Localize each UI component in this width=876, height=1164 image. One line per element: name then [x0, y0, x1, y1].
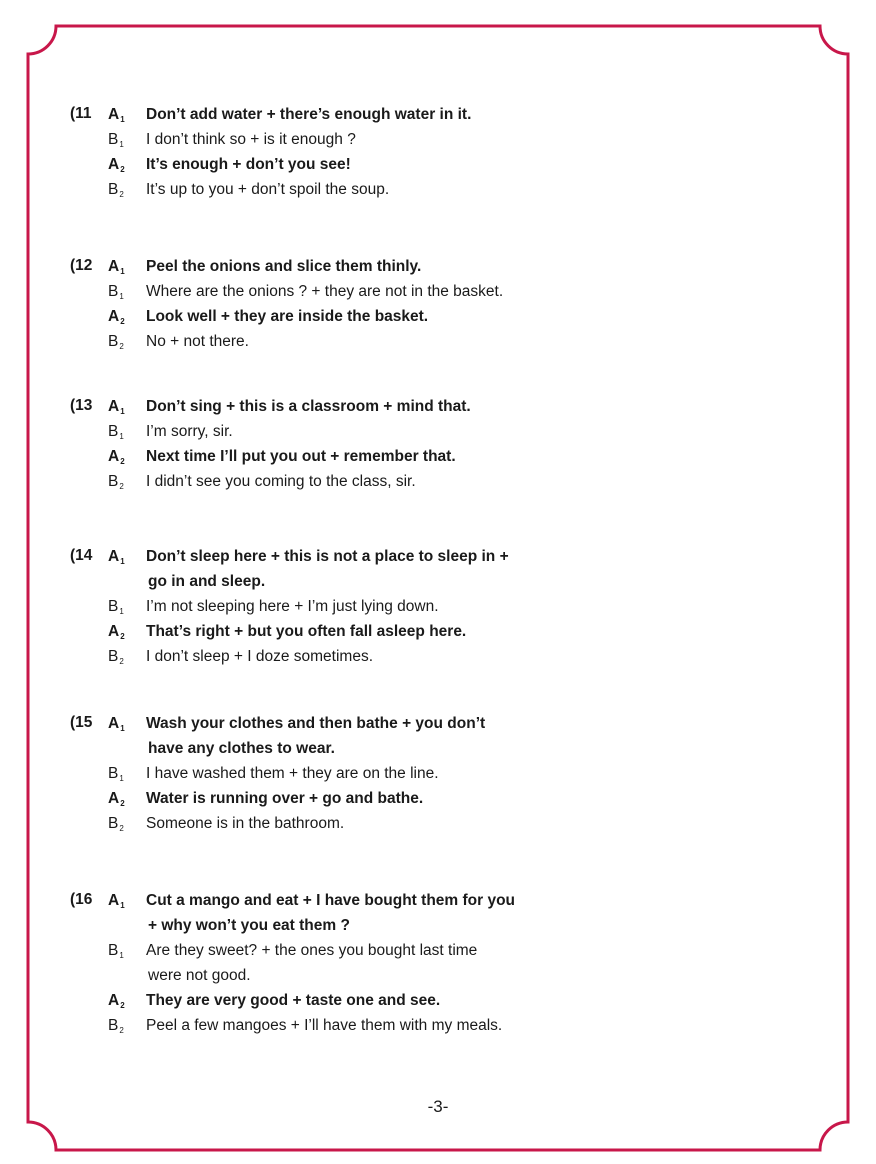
speaker-label [108, 547, 125, 572]
speaker-letter: A [108, 623, 120, 640]
speaker-letter: B [108, 333, 119, 350]
speaker-letter: B [108, 765, 119, 782]
line-text: go in and sleep. [148, 573, 266, 590]
speaker-label [108, 991, 125, 1016]
speaker-label [108, 130, 124, 155]
dialogue-line [0, 180, 700, 205]
line-text: I’m sorry, sir. [146, 423, 233, 440]
page-number: -3- [427, 1097, 449, 1116]
speaker-label [108, 891, 125, 916]
speaker-label [108, 282, 124, 307]
speaker-letter: B [108, 283, 119, 300]
speaker-letter: A [108, 715, 120, 732]
speaker-turn: 2 [120, 165, 125, 174]
dialogue-line [0, 257, 700, 282]
speaker-label [108, 1016, 124, 1041]
line-text: Cut a mango and eat + I have bought them for you [146, 892, 516, 909]
dialogue-line [0, 597, 700, 622]
dialogue-line [0, 130, 700, 155]
speaker-letter: A [108, 258, 120, 275]
dialogue-line-continuation [0, 739, 700, 764]
line-text: Wash your clothes and then bathe + you don’t [146, 715, 486, 732]
speaker-letter: B [108, 473, 119, 490]
dialogue-line [0, 941, 700, 966]
dialogue-line [0, 422, 700, 447]
speaker-label [108, 941, 124, 966]
speaker-turn: 1 [119, 432, 124, 441]
line-text: Peel a few mangoes + I’ll have them with my meals. [146, 1017, 503, 1034]
line-text: Water is running over + go and bathe. [146, 790, 424, 807]
dialogue-line [0, 622, 700, 647]
speaker-label [108, 422, 124, 447]
speaker-label [108, 257, 125, 282]
line-text: It’s enough + don’t you see! [146, 156, 351, 173]
line-text: I don’t sleep + I doze sometimes. [146, 648, 374, 665]
speaker-label [108, 105, 125, 130]
speaker-turn: 1 [119, 292, 124, 301]
speaker-label [108, 447, 125, 472]
speaker-label [108, 714, 125, 739]
speaker-label [108, 789, 125, 814]
speaker-turn: 2 [120, 317, 125, 326]
dialogue-item [0, 105, 700, 205]
speaker-letter: B [108, 423, 119, 440]
speaker-letter: A [108, 398, 120, 415]
speaker-turn: 1 [120, 557, 125, 566]
speaker-label [108, 397, 125, 422]
line-text: Don’t sing + this is a classroom + mind that. [146, 398, 471, 415]
dialogue-line [0, 714, 700, 739]
line-text: Next time I’ll put you out + remember that. [146, 448, 456, 465]
item-number: (12 [70, 257, 93, 274]
speaker-turn: 1 [120, 407, 125, 416]
line-text: were not good. [148, 967, 251, 984]
speaker-turn: 1 [119, 774, 124, 783]
speaker-turn: 2 [119, 482, 124, 491]
line-text: + why won’t you eat them ? [148, 917, 350, 934]
speaker-letter: B [108, 815, 119, 832]
dialogue-line [0, 332, 700, 357]
speaker-turn: 2 [120, 799, 125, 808]
dialogue-item [0, 397, 700, 497]
line-text: Look well + they are inside the basket. [146, 308, 429, 325]
dialogue-line-continuation [0, 916, 700, 941]
speaker-label [108, 180, 124, 205]
item-number: (13 [70, 397, 93, 414]
item-number: (16 [70, 891, 93, 908]
speaker-label [108, 472, 124, 497]
dialogue-line-continuation [0, 966, 700, 991]
speaker-letter: A [108, 992, 120, 1009]
line-text: Don’t add water + there’s enough water in it. [146, 106, 472, 123]
speaker-turn: 1 [120, 115, 125, 124]
dialogue-item [0, 891, 700, 1041]
speaker-turn: 2 [119, 190, 124, 199]
dialogue-line [0, 891, 700, 916]
speaker-label [108, 764, 124, 789]
speaker-turn: 2 [119, 657, 124, 666]
speaker-letter: A [108, 892, 120, 909]
line-text: I don’t think so + is it enough ? [146, 131, 356, 148]
line-text: I’m not sleeping here + I’m just lying down. [146, 598, 439, 615]
speaker-turn: 2 [119, 1026, 124, 1035]
dialogue-line [0, 397, 700, 422]
speaker-turn: 2 [119, 342, 124, 351]
dialogue-line [0, 155, 700, 180]
dialogue-line [0, 764, 700, 789]
line-text: It’s up to you + don’t spoil the soup. [146, 181, 390, 198]
dialogue-line [0, 1016, 700, 1041]
dialogue-line [0, 789, 700, 814]
dialogue-line [0, 307, 700, 332]
line-text: have any clothes to wear. [148, 740, 335, 757]
speaker-label [108, 647, 124, 672]
speaker-letter: B [108, 942, 119, 959]
line-text: Are they sweet? + the ones you bought last time [146, 942, 478, 959]
speaker-turn: 1 [120, 901, 125, 910]
line-text: I didn’t see you coming to the class, sir. [146, 473, 416, 490]
speaker-letter: A [108, 448, 120, 465]
dialogue-line [0, 814, 700, 839]
item-number: (14 [70, 547, 93, 564]
speaker-label [108, 814, 124, 839]
dialogue-item [0, 257, 700, 357]
line-text: Don’t sleep here + this is not a place to sleep in + [146, 548, 509, 565]
dialogue-line-continuation [0, 572, 700, 597]
speaker-letter: A [108, 156, 120, 173]
dialogue-item [0, 547, 700, 672]
item-number: (15 [70, 714, 93, 731]
dialogue-line [0, 547, 700, 572]
speaker-letter: A [108, 790, 120, 807]
dialogue-line [0, 647, 700, 672]
speaker-turn: 1 [119, 951, 124, 960]
line-text: That’s right + but you often fall asleep here. [146, 623, 467, 640]
speaker-turn: 1 [119, 140, 124, 149]
line-text: I have washed them + they are on the line. [146, 765, 439, 782]
dialogue-line [0, 447, 700, 472]
speaker-letter: A [108, 308, 120, 325]
speaker-label [108, 307, 125, 332]
speaker-letter: A [108, 106, 120, 123]
line-text: Someone is in the bathroom. [146, 815, 345, 832]
speaker-letter: B [108, 648, 119, 665]
line-text: No + not there. [146, 333, 249, 350]
dialogue-line [0, 991, 700, 1016]
speaker-turn: 1 [120, 267, 125, 276]
speaker-label [108, 622, 125, 647]
speaker-letter: B [108, 131, 119, 148]
speaker-letter: B [108, 181, 119, 198]
speaker-turn: 2 [120, 632, 125, 641]
line-text: Peel the onions and slice them thinly. [146, 258, 422, 275]
speaker-turn: 1 [120, 724, 125, 733]
speaker-letter: B [108, 598, 119, 615]
speaker-label [108, 155, 125, 180]
dialogue-item [0, 714, 700, 839]
speaker-letter: B [108, 1017, 119, 1034]
speaker-turn: 1 [119, 607, 124, 616]
line-text: Where are the onions ? + they are not in the basket. [146, 283, 504, 300]
line-text: They are very good + taste one and see. [146, 992, 441, 1009]
speaker-turn: 2 [120, 1001, 125, 1010]
item-number: (11 [70, 105, 92, 122]
speaker-label [108, 597, 124, 622]
speaker-label [108, 332, 124, 357]
dialogue-line [0, 472, 700, 497]
dialogue-line [0, 282, 700, 307]
dialogue-line [0, 105, 700, 130]
speaker-turn: 2 [119, 824, 124, 833]
speaker-letter: A [108, 548, 120, 565]
speaker-turn: 2 [120, 457, 125, 466]
